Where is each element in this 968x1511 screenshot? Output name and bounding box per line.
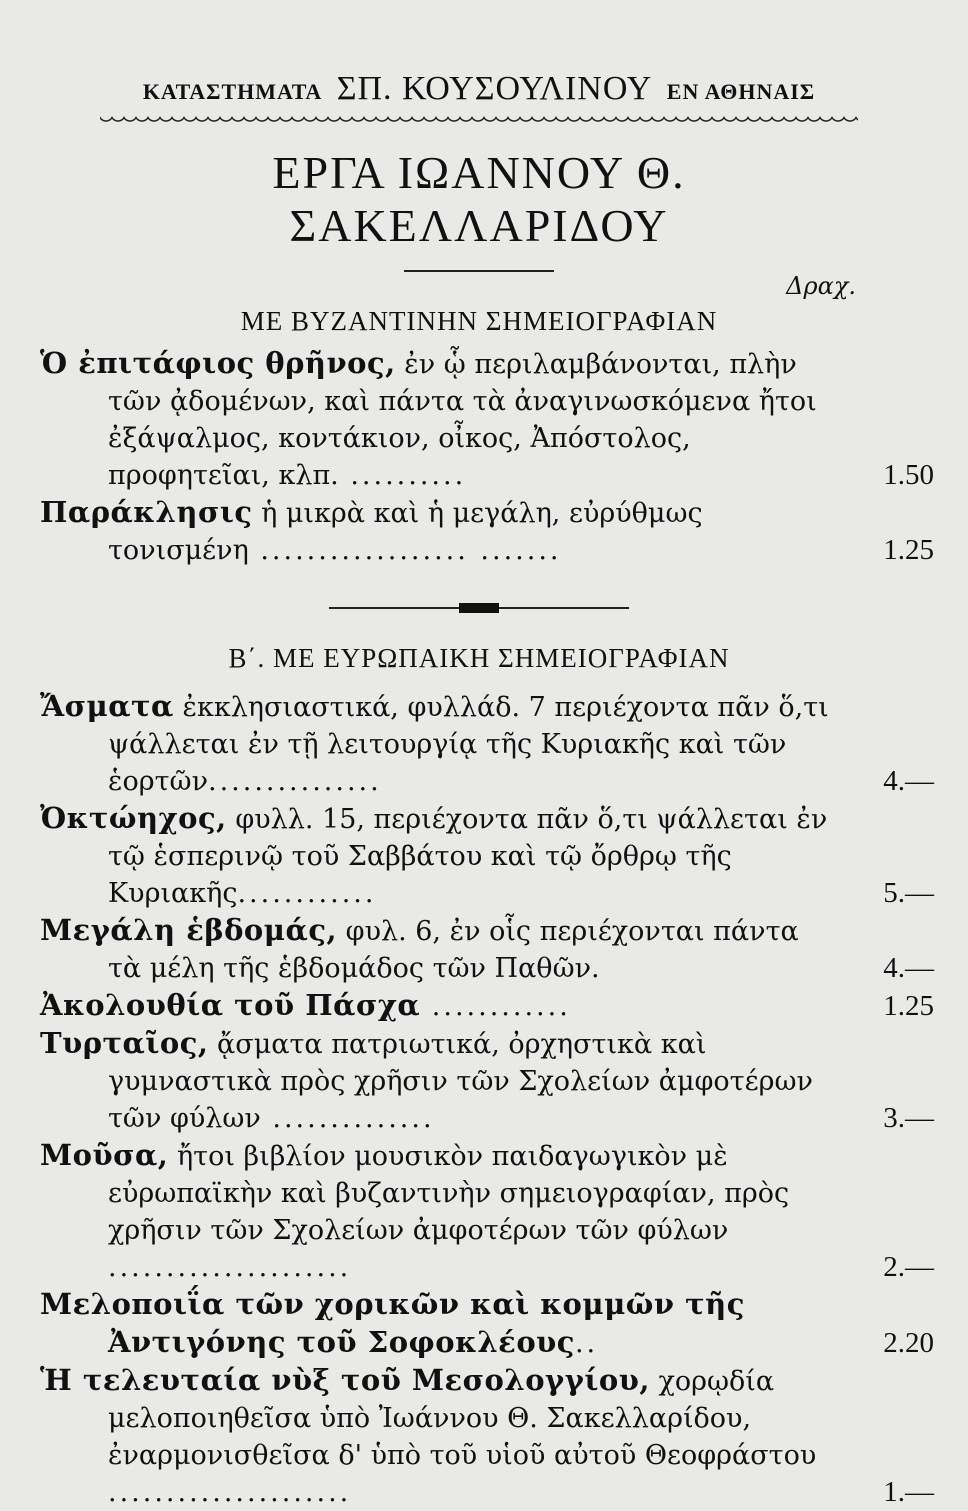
catalog-entry — [40, 1286, 934, 1362]
catalog-entry — [40, 1362, 934, 1511]
entry-text: ἐν ᾧ περιλαμβάνονται, πλὴν τῶν ᾀδομένων, καὶ πάντα τὰ ἀναγινωσκόμενα ἤτοι ἐξάψαλμος, κοντάκιον, οἶκος, Ἀπόστολος, προφητεῖαι, κλπ. — [108, 349, 817, 491]
entry-title: Μεγάλη ἑβδομάς, — [40, 913, 338, 947]
title-rule — [404, 270, 554, 272]
entry-price: 1.— — [883, 1476, 934, 1508]
header-left: ΚΑΤΑΣΤΗΜΑΤΑ — [142, 79, 323, 104]
entry-text: ᾄσματα πατριωτικά, ὀρχηστικὰ καὶ γυμναστικὰ πρὸς χρῆσιν τῶν Σχολείων ἀμφοτέρων τῶν φύλων — [108, 1029, 813, 1134]
entry-price: 1.50 — [883, 459, 934, 491]
entry-text: ἐκκλησιαστικά, φυλλάδ. 7 περιέχοντα πᾶν ὅ,τι ψάλλεται ἐν τῇ λειτουργίᾳ τῆς Κυριακῆς καὶ τῶν ἑορτῶν — [108, 692, 829, 797]
entry-title: Ἡ τελευταία νὺξ τοῦ Μεσολογγίου, — [40, 1363, 650, 1397]
entry-title: Ἀκολουθία τοῦ Πάσχα — [40, 988, 421, 1022]
catalog-entry — [40, 1137, 934, 1286]
entry-title: Παράκλησις — [40, 495, 253, 529]
section1-list — [40, 345, 934, 569]
entry-price: 4.— — [883, 952, 934, 984]
page-title: ΕΡΓΑ ΙΩΑΝΝΟΥ Θ. ΣΑΚΕΛΛΑΡΙΔΟΥ — [272, 147, 686, 251]
entry-dots: .......... — [338, 460, 467, 491]
entry-price: 1.25 — [883, 990, 934, 1022]
entry-price: 2.— — [883, 1251, 934, 1283]
section2-heading: Β΄. ΜΕ ΕΥΡΩΠΑΙΚΗ ΣΗΜΕΙΟΓΡΑΦΙΑΝ — [228, 643, 730, 673]
entry-price: 4.— — [883, 765, 934, 797]
entry-dots: .................. ....... — [248, 535, 562, 566]
entry-price: 5.— — [883, 877, 934, 909]
catalog-entry — [40, 1025, 934, 1137]
header-middle: ΣΠ. ΚΟΥΣΟΥΛΙΝΟΥ — [336, 70, 653, 107]
currency-label: Δραχ. — [786, 272, 856, 300]
section1-heading: ΜΕ ΒΥΖΑΝΤΙΝΗΝ ΣΗΜΕΙΟΓΡΑΦΙΑΝ — [240, 306, 718, 336]
catalog-entry — [40, 800, 934, 912]
page-header — [100, 70, 858, 108]
entry-title: Τυρταῖος, — [40, 1026, 209, 1060]
section2-list — [40, 688, 934, 1511]
entry-text: χορῳδία μελοποιηθεῖσα ὑπὸ Ἰωάννου Θ. Σακελλαρίδου, ἐναρμονισθεῖσα δ' ὑπὸ τοῦ υἱοῦ αὐτοῦ Θεοφράστου — [108, 1366, 817, 1471]
entry-title: Ὁ ἐπιτάφιος θρῆνος, — [40, 346, 396, 380]
entry-dots: .............. — [260, 1103, 435, 1134]
entry-price: 2.20 — [883, 1327, 934, 1359]
entry-title: Ὀκτώηχος, — [40, 801, 227, 835]
entry-dots: ............ — [420, 991, 571, 1022]
header-right: ΕΝ ΑΘΗΝΑΙΣ — [666, 79, 816, 104]
entry-title: Μοῦσα, — [40, 1138, 169, 1172]
wavy-rule — [100, 116, 858, 128]
entry-title: Μελοποιΐα τῶν χορικῶν καὶ κομμῶν τῆς Ἀντιγόνης τοῦ Σοφοκλέους — [40, 1287, 745, 1359]
catalog-entry — [40, 912, 934, 987]
entry-dots: ............... — [207, 766, 382, 797]
entry-text: ἡ μικρὰ καὶ ἡ μεγάλη, εὐρύθμως τονισμένη — [108, 498, 703, 566]
catalog-entry — [40, 987, 934, 1025]
entry-price: 1.25 — [883, 534, 934, 566]
section-divider — [329, 607, 629, 609]
entry-title: Ἄσματα — [40, 689, 174, 723]
entry-text: φυλ. 6, ἐν οἷς περιέχονται πάντα τὰ μέλη τῆς ἑβδομάδος τῶν Παθῶν. — [108, 916, 799, 984]
entry-dots: ..................... — [108, 1477, 352, 1508]
catalog-entry — [40, 345, 934, 494]
entry-price: 3.— — [883, 1102, 934, 1134]
entry-text: φυλλ. 15, περιέχοντα πᾶν ὅ,τι ψάλλεται ἐν τῷ ἑσπερινῷ τοῦ Σαββάτου καὶ τῷ ὄρθρῳ τῆς Κυριακῆς — [108, 804, 828, 909]
entry-text: ἤτοι βιβλίον μουσικὸν παιδαγωγικὸν μὲ εὐρωπαϊκὴν καὶ βυζαντινὴν σημειογραφίαν, πρὸς χρῆσιν τῶν Σχολείων ἀμφοτέρων τῶν φύλων — [108, 1141, 790, 1246]
catalog-entry — [40, 688, 934, 800]
entry-dots: .. — [574, 1328, 599, 1359]
entry-dots: ..................... — [108, 1252, 352, 1283]
catalog-entry — [40, 494, 934, 569]
entry-dots: ............ — [237, 878, 377, 909]
